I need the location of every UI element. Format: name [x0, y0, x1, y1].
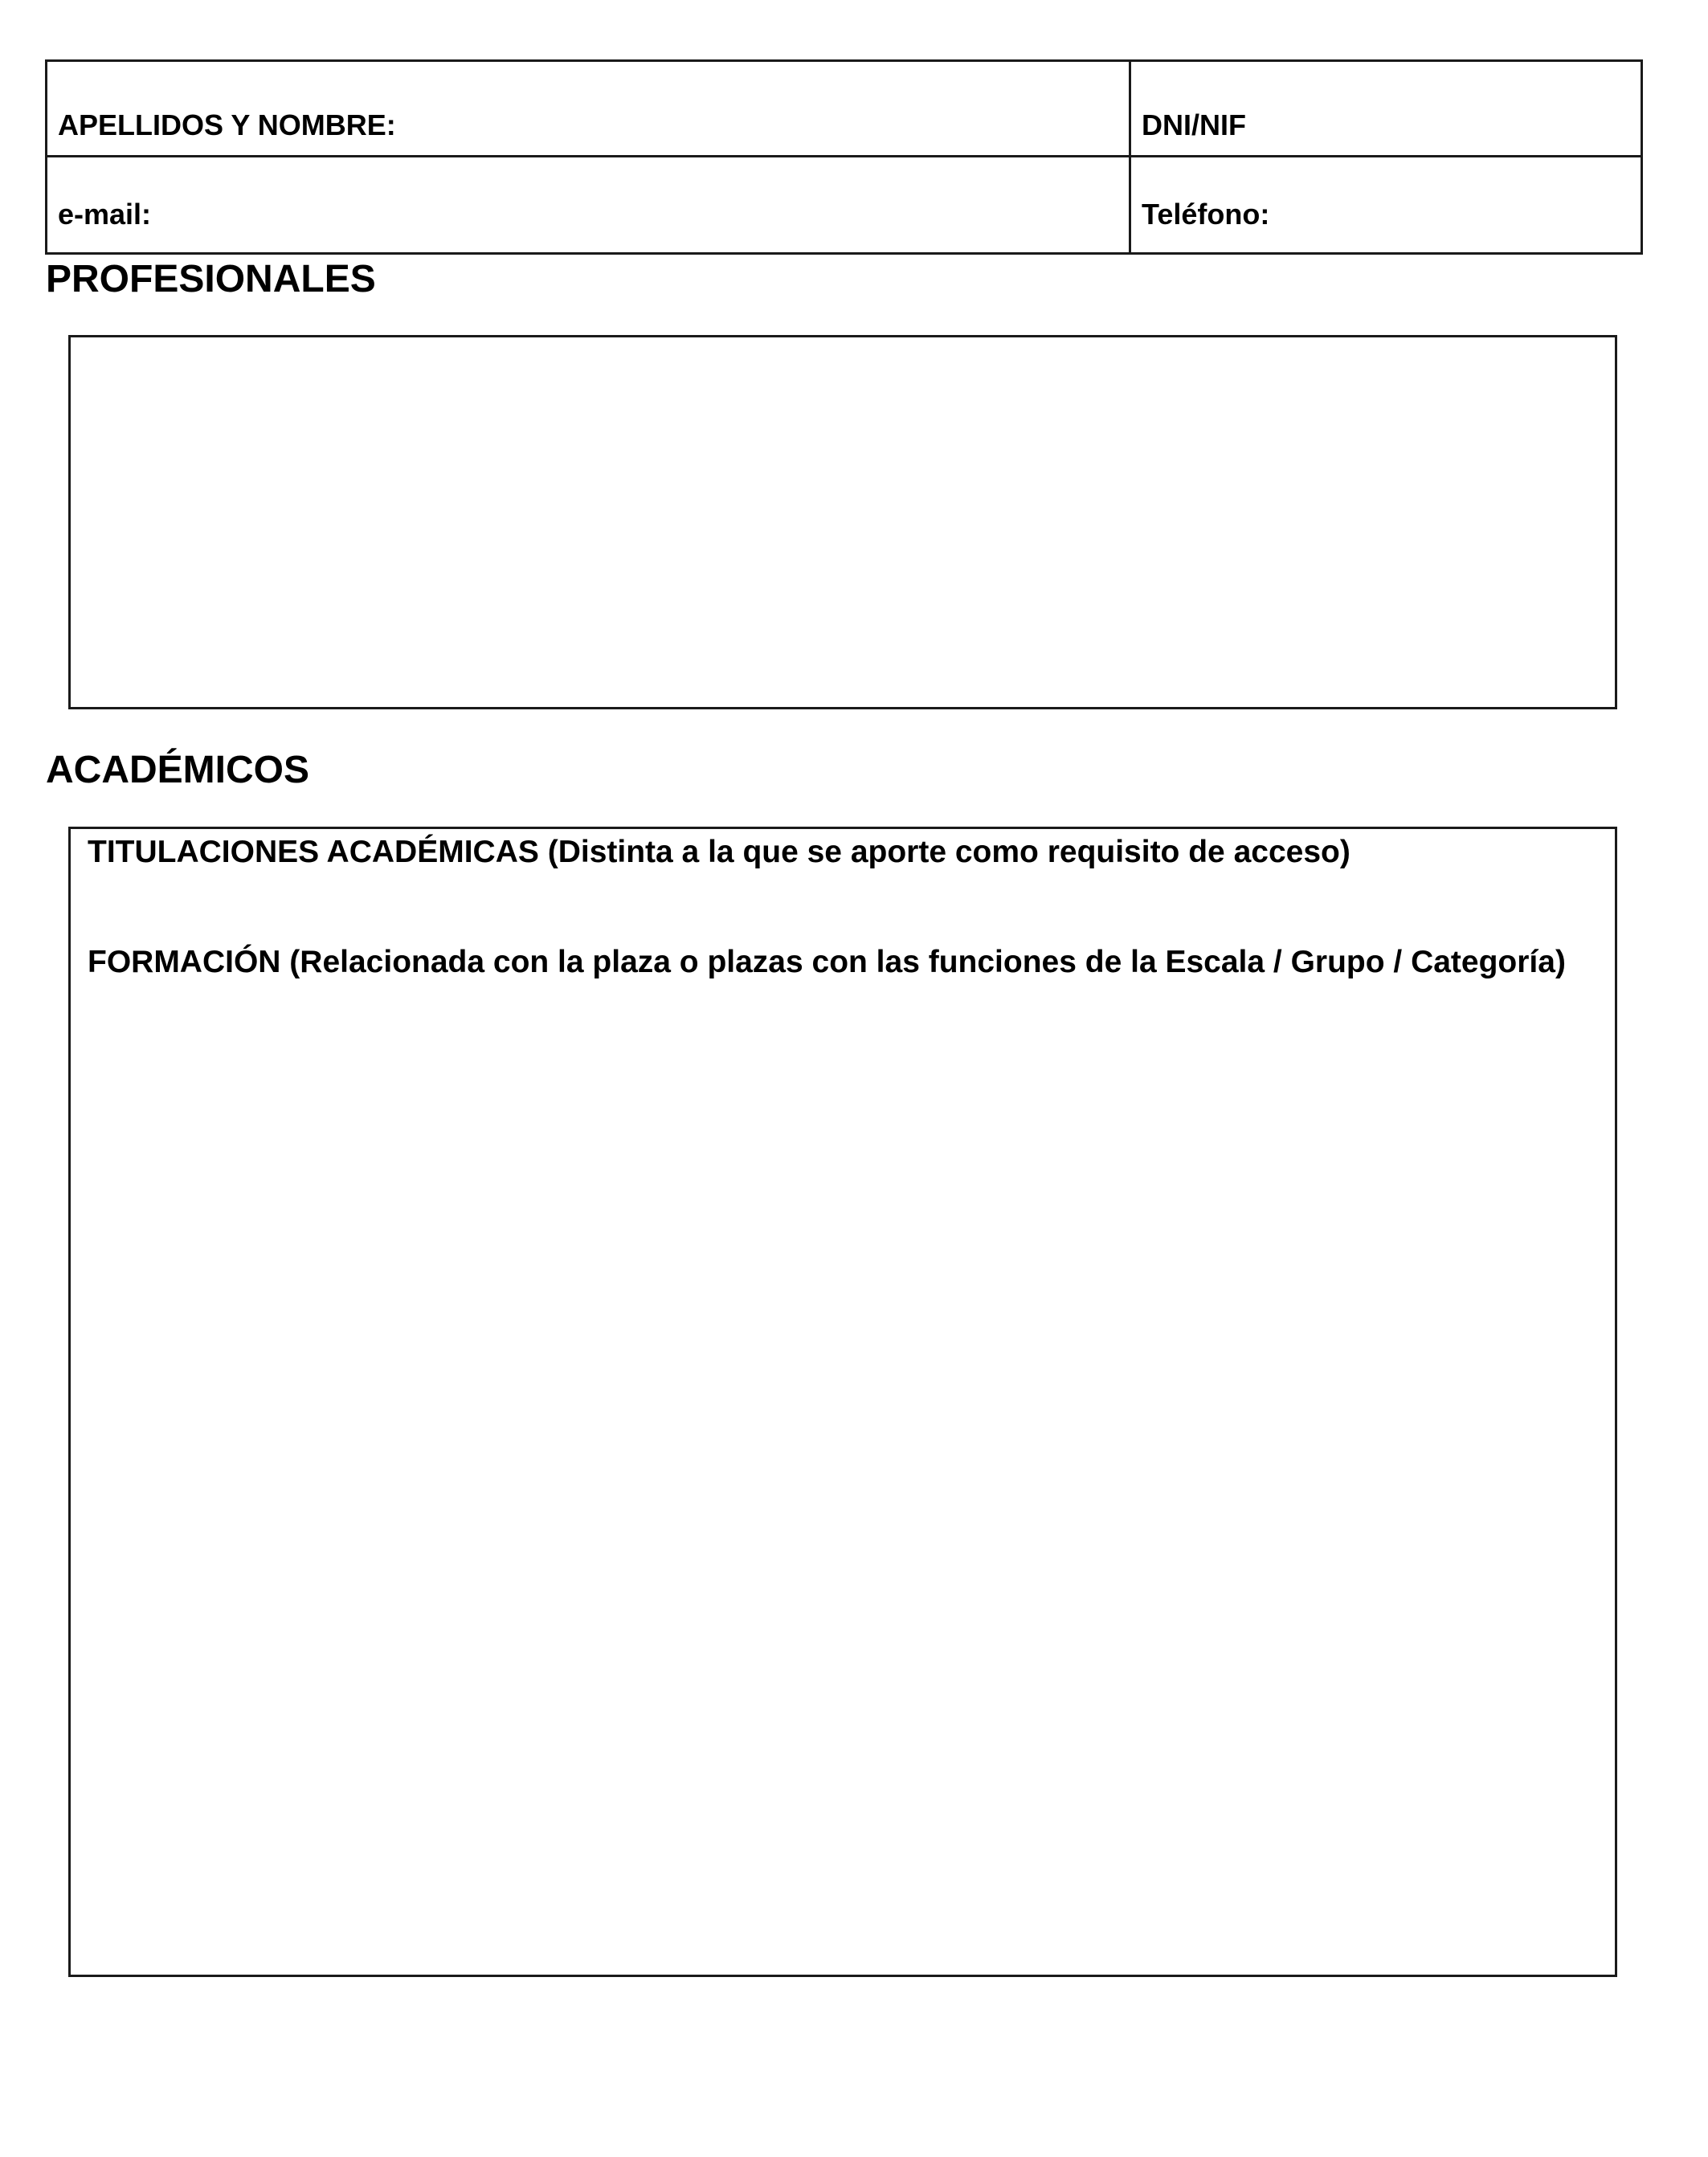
- academicos-heading: ACADÉMICOS: [46, 749, 310, 791]
- applicant-info-row-1: [47, 61, 1642, 157]
- phone-cell[interactable]: [1130, 157, 1642, 254]
- dni-label: DNI/NIF: [1142, 108, 1246, 141]
- dni-cell[interactable]: [1130, 61, 1642, 157]
- academicos-box[interactable]: [68, 827, 1617, 1977]
- email-label: e-mail:: [58, 198, 152, 231]
- applicant-info-row-2: [47, 157, 1642, 254]
- applicant-info-table: [45, 59, 1643, 255]
- profesionales-heading: PROFESIONALES: [46, 258, 376, 300]
- name-label: APELLIDOS Y NOMBRE:: [58, 108, 396, 141]
- name-cell[interactable]: [47, 61, 1130, 157]
- titulaciones-label: TITULACIONES ACADÉMICAS (Distinta a la que se aporte como requisito de acceso): [88, 835, 1350, 869]
- phone-label: Teléfono:: [1142, 198, 1270, 231]
- formacion-label: FORMACIÓN (Relacionada con la plaza o plazas con las funciones de la Escala / Grupo / Categoría): [88, 945, 1566, 979]
- profesionales-box[interactable]: [68, 335, 1617, 709]
- email-cell[interactable]: [47, 157, 1130, 254]
